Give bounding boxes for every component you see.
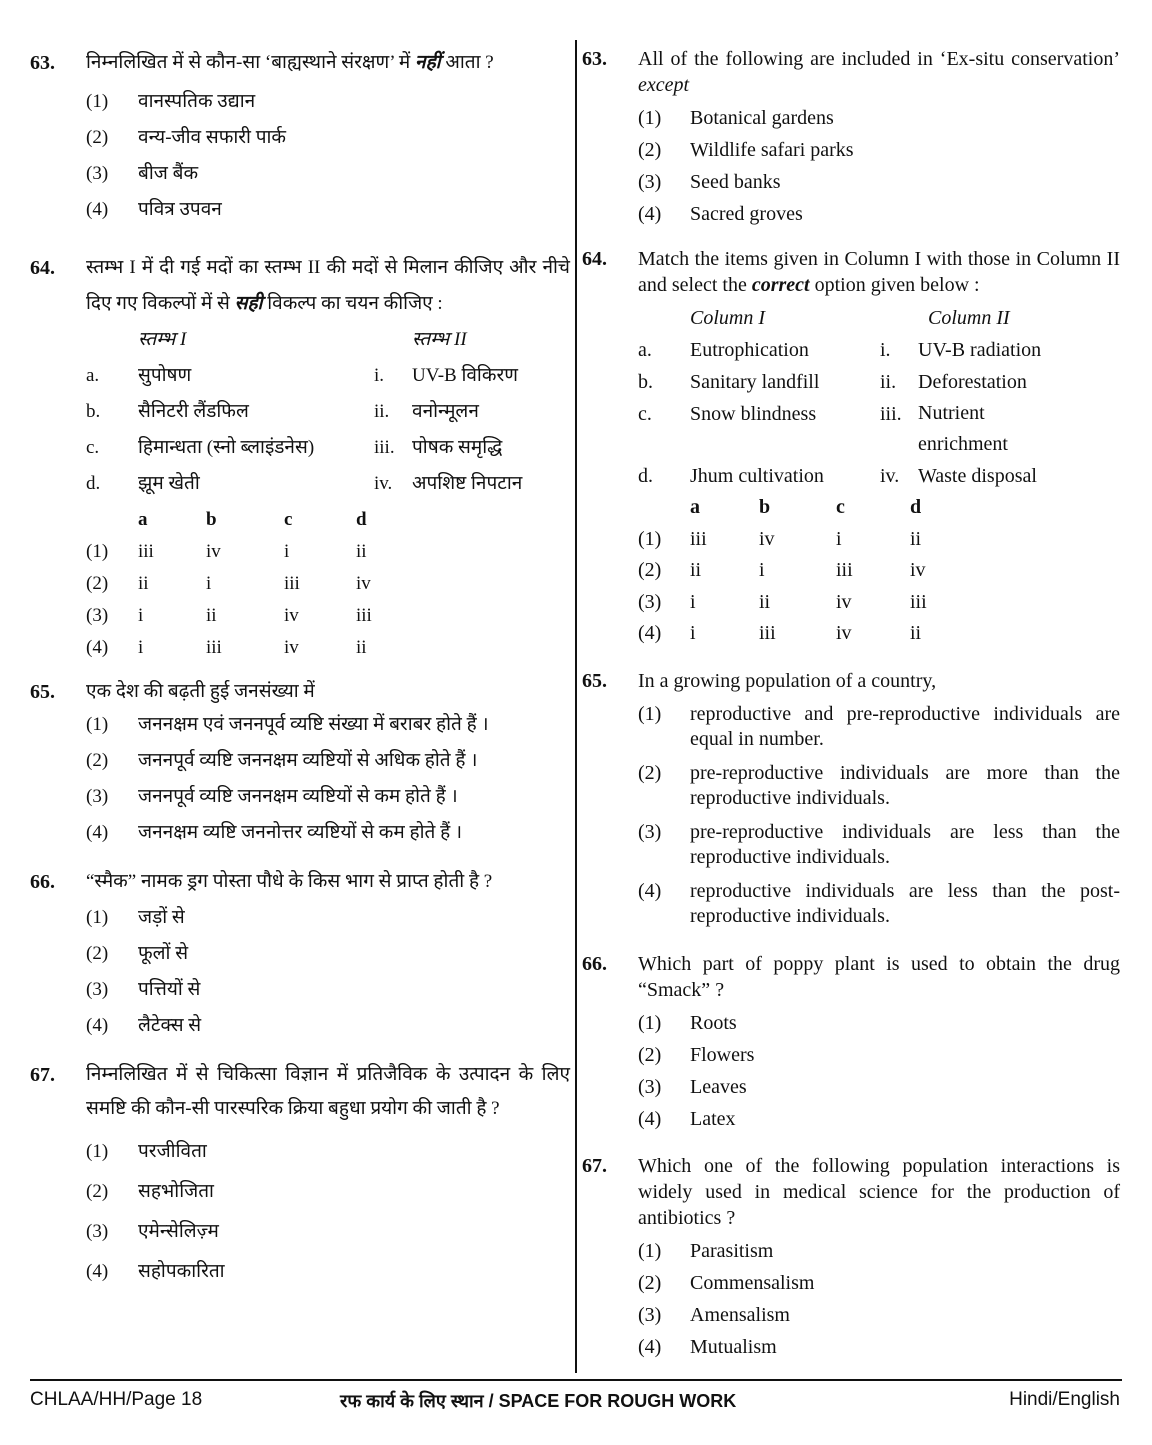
option-text: पवित्र उपवन [138, 199, 222, 220]
match-row [638, 366, 1120, 398]
option [86, 1172, 570, 1212]
question-emphasis: नहीं [415, 52, 441, 73]
option-number: (1) [86, 541, 109, 562]
option-number: (1) [86, 907, 109, 928]
answer-cell: i [759, 559, 765, 581]
answer-head: c [836, 496, 845, 518]
answer-cell: iii [356, 605, 372, 626]
option-text: Seed banks [690, 171, 781, 193]
row-item: पोषक समृद्धि [412, 437, 503, 458]
answer-cell: ii [138, 573, 149, 594]
page-code: CHLAA/HH/Page 18 [30, 1389, 203, 1410]
answer-cell: iv [910, 559, 926, 581]
answer-cell: i [138, 605, 144, 626]
option-text: reproductive individuals are less than the post-reproductive individuals. [690, 879, 1120, 927]
question-text-part: option given below : [809, 274, 980, 296]
answer-option [86, 632, 570, 664]
row-letter: a. [638, 339, 652, 361]
option-number: (3) [638, 820, 662, 843]
row-letter: b. [86, 401, 101, 422]
option [86, 748, 570, 774]
match-table [86, 322, 570, 502]
row-letter: d. [86, 473, 101, 494]
option-number: (2) [638, 1271, 662, 1294]
question-number: 65. [30, 681, 55, 703]
question-text: Which part of poppy plant is used to obtain the drug “Smack” ? [638, 952, 1120, 1001]
question-text-part: Match the items given in Column I with those in Column II and select the [638, 248, 1120, 296]
match-row [638, 460, 1120, 492]
row-letter: a. [86, 365, 100, 386]
option-text: Botanical gardens [690, 107, 834, 129]
answer-head: a [138, 509, 148, 530]
option-number: (4) [86, 1015, 109, 1036]
answer-head: d [356, 509, 367, 530]
option [638, 1235, 1120, 1267]
option-number: (1) [638, 527, 662, 550]
answer-cell: iv [836, 622, 852, 644]
answer-cell: ii [356, 637, 367, 658]
option [86, 972, 570, 1008]
row-letter: d. [638, 465, 653, 487]
option-text: जननपूर्व व्यष्टि जननक्षम व्यष्टियों से अधिक होते हैं । [138, 750, 478, 771]
option [638, 198, 1120, 230]
option-text: Leaves [690, 1075, 747, 1098]
option-text: जननक्षम व्यष्टि जननोत्तर व्यष्टियों से कम होते हैं । [138, 822, 463, 843]
option-text: Commensalism [690, 1271, 815, 1294]
option [86, 120, 570, 156]
option [638, 1007, 1120, 1039]
option-number: (4) [86, 822, 109, 843]
option [86, 900, 570, 936]
option-number: (1) [638, 702, 662, 725]
english-column [582, 40, 1120, 1363]
option-text: Flowers [690, 1043, 755, 1066]
column-divider [575, 40, 577, 1373]
answer-cell: iii [138, 541, 154, 562]
question-text-part: निम्नलिखित में से कौन-सा ‘बाह्यस्थाने संरक्षण’ में [86, 52, 416, 73]
option-number: (3) [86, 1221, 109, 1242]
option-text: सहभोजिता [138, 1181, 214, 1202]
answer-cell: ii [910, 622, 922, 644]
option-text: Mutualism [690, 1335, 777, 1358]
option-number: (2) [638, 559, 662, 581]
answer-table [582, 492, 1120, 650]
answer-head: d [910, 496, 922, 518]
row-numeral: iii. [374, 437, 395, 458]
match-row [86, 430, 570, 466]
row-item: सुपोषण [138, 365, 192, 386]
question-number: 67. [30, 1064, 55, 1086]
question-number: 66. [30, 871, 55, 893]
option [638, 1039, 1120, 1071]
question-text [86, 250, 570, 322]
answer-cell: i [836, 527, 842, 550]
option-number: (2) [86, 573, 109, 594]
question-66-hindi [30, 866, 570, 1044]
option [86, 820, 570, 846]
option-text: फूलों से [138, 943, 189, 964]
answer-head: a [690, 496, 700, 518]
option-number: (1) [86, 714, 109, 735]
option-number: (2) [638, 761, 662, 784]
answer-head: b [206, 509, 217, 530]
hindi-column [30, 40, 570, 1292]
answer-cell: ii [910, 527, 922, 550]
answer-cell: ii [690, 559, 702, 581]
row-item: Sanitary landfill [690, 371, 820, 393]
option-number: (3) [86, 605, 109, 626]
option [638, 702, 1120, 752]
option-number: (1) [638, 1239, 662, 1262]
question-number: 64. [582, 248, 607, 270]
row-item: Jhum cultivation [690, 465, 824, 487]
option [638, 1071, 1120, 1103]
answer-cell: i [284, 541, 290, 562]
row-numeral: i. [374, 365, 385, 386]
option [86, 192, 570, 228]
question-emphasis: except [638, 74, 690, 96]
option-number: (4) [86, 1261, 109, 1282]
answer-cell: iv [206, 541, 221, 562]
answer-cell: i [690, 590, 696, 613]
answer-cell: iv [836, 590, 852, 613]
option-number: (3) [638, 1303, 662, 1326]
question-number: 63. [582, 48, 607, 70]
option-text: जननक्षम एवं जननपूर्व व्यष्टि संख्या में बराबर होते हैं । [138, 714, 489, 735]
question-text: Which one of the following population interactions is widely used in medical science for the production of antibiotics ? [638, 1154, 1120, 1229]
row-item: Eutrophication [690, 339, 809, 361]
row-item: हिमान्धता (स्नो ब्लाइंडनेस) [138, 437, 315, 458]
question-number: 63. [30, 52, 55, 74]
option [86, 1212, 570, 1252]
option-text: pre-reproductive individuals are less than the reproductive individuals. [690, 820, 1120, 868]
answer-head: c [284, 509, 293, 530]
answer-table [30, 504, 570, 664]
option [638, 820, 1120, 870]
option [638, 134, 1120, 166]
answer-cell: iii [910, 590, 927, 613]
row-item: अपशिष्ट निपटान [412, 473, 523, 494]
answer-option [86, 568, 570, 600]
option-number: (4) [638, 879, 662, 902]
question-text-part: विकल्प का चयन कीजिए : [262, 293, 443, 314]
match-table [638, 302, 1120, 492]
answer-cell: iv [284, 605, 299, 626]
option-number: (4) [638, 203, 662, 225]
row-letter: c. [86, 437, 100, 458]
row-item: वनोन्मूलन [412, 401, 479, 422]
option-text: एमेन्सेलिज़्म [138, 1221, 219, 1242]
option-number: (1) [638, 107, 662, 129]
question-text [86, 50, 570, 76]
option-number: (2) [86, 943, 109, 964]
question-64-hindi [30, 250, 570, 664]
question-emphasis: correct [751, 274, 810, 296]
option-text: परजीविता [138, 1141, 207, 1162]
option [638, 166, 1120, 198]
option-number: (1) [86, 1141, 109, 1162]
row-item: Deforestation [918, 371, 1027, 393]
answer-cell: iii [284, 573, 300, 594]
option-number: (2) [638, 1043, 662, 1066]
option-number: (1) [638, 1011, 662, 1034]
option [638, 1331, 1120, 1363]
question-63-hindi [30, 50, 570, 228]
row-letter: b. [638, 371, 653, 393]
option [638, 1299, 1120, 1331]
option-number: (1) [86, 91, 109, 112]
option-number: (4) [86, 637, 109, 658]
answer-cell: iii [690, 527, 707, 550]
row-numeral: iii. [880, 403, 902, 425]
question-65-hindi [30, 676, 570, 846]
row-item: Nutrient enrichment [918, 402, 1008, 455]
row-letter: c. [638, 403, 652, 425]
question-text: “स्मैक” नामक ड्रग पोस्ता पौधे के किस भाग से प्राप्त होती है ? [86, 871, 493, 892]
option [86, 156, 570, 192]
row-numeral: iv. [374, 473, 393, 494]
question-text-part: All of the following are included in ‘Ex-situ conservation’ [638, 48, 1120, 70]
answer-option [638, 524, 1120, 556]
language-label: Hindi/English [1009, 1389, 1120, 1410]
answer-cell: iii [836, 559, 853, 581]
answer-option [86, 600, 570, 632]
question-text: एक देश की बढ़ती हुई जनसंख्या में [86, 681, 315, 702]
option-text: वानस्पतिक उद्यान [138, 91, 256, 112]
question-text [638, 46, 1120, 98]
row-item: UV-B विकिरण [412, 365, 518, 386]
option-text: Sacred groves [690, 203, 803, 225]
answer-cell: iii [759, 622, 776, 644]
option-number: (2) [86, 750, 109, 771]
option-number: (4) [638, 1335, 662, 1358]
option-number: (2) [86, 127, 109, 148]
question-emphasis: सही [234, 293, 263, 314]
answer-option [638, 587, 1120, 619]
option-text: Roots [690, 1011, 737, 1034]
option [86, 1008, 570, 1044]
answer-cell: ii [356, 541, 367, 562]
option-number: (3) [638, 171, 662, 193]
row-item: Waste disposal [918, 465, 1037, 487]
question-number: 66. [582, 952, 607, 975]
option [86, 784, 570, 810]
option-number: (3) [86, 786, 109, 807]
match-row [86, 394, 570, 430]
column-heading: स्तम्भ I [138, 329, 187, 350]
row-item: Snow blindness [690, 403, 817, 425]
match-row [86, 358, 570, 394]
answer-cell: i [138, 637, 144, 658]
option-text: pre-reproductive individuals are more than the reproductive individuals. [690, 761, 1120, 809]
option [86, 936, 570, 972]
option-text: पत्तियों से [138, 979, 201, 1000]
question-text: निम्नलिखित में से चिकित्सा विज्ञान में प्रतिजैविक के उत्पादन के लिए समष्टि की कौन-सी पारस्परिक क्रिया बहुधा प्रयोग की जाती है ? [86, 1064, 570, 1119]
question-text [638, 246, 1120, 298]
option-text: Amensalism [690, 1303, 790, 1326]
match-row [86, 466, 570, 502]
option-number: (4) [638, 1107, 662, 1130]
option [638, 879, 1120, 929]
answer-cell: iii [206, 637, 222, 658]
question-67-english [582, 1153, 1120, 1363]
option-number: (2) [86, 1181, 109, 1202]
column-heading: Column II [928, 307, 1010, 329]
question-text-part: आता ? [440, 52, 494, 73]
answer-option [638, 618, 1120, 650]
answer-cell: ii [759, 590, 771, 613]
question-text: In a growing population of a country, [638, 669, 937, 692]
answer-cell: iv [759, 527, 775, 550]
question-text-part: स्तम्भ I में दी गई मदों का स्तम्भ II की मदों से मिलान कीजिए और नीचे दिए गए विकल्पों में से [86, 257, 570, 314]
row-numeral: i. [880, 339, 891, 361]
option [638, 1103, 1120, 1135]
option [86, 1132, 570, 1172]
question-67-hindi [30, 1058, 570, 1292]
row-item: झूम खेती [138, 473, 200, 494]
option-text: Wildlife safari parks [690, 139, 854, 161]
footer-rule [30, 1379, 1122, 1381]
column-heading: Column I [690, 307, 765, 329]
answer-cell: i [206, 573, 212, 594]
option-number: (3) [86, 163, 109, 184]
option-text: बीज बैंक [138, 163, 199, 184]
question-63-english [582, 46, 1120, 230]
option [638, 1267, 1120, 1299]
option-text: वन्य-जीव सफारी पार्क [138, 127, 287, 148]
option-number: (4) [86, 199, 109, 220]
question-number: 65. [582, 669, 607, 692]
row-numeral: ii. [880, 371, 897, 393]
question-66-english [582, 951, 1120, 1135]
option-text: Latex [690, 1107, 736, 1130]
answer-cell: iv [356, 573, 371, 594]
answer-head: b [759, 496, 771, 518]
answer-option [86, 536, 570, 568]
row-numeral: ii. [374, 401, 390, 422]
row-item: UV-B radiation [918, 339, 1042, 361]
option [638, 102, 1120, 134]
option [86, 1252, 570, 1292]
rough-work-label: रफ कार्य के लिए स्थान / SPACE FOR ROUGH WORK [340, 1391, 737, 1411]
row-item: सैनिटरी लैंडफिल [138, 401, 249, 422]
option-number: (3) [86, 979, 109, 1000]
option-number: (3) [638, 590, 662, 613]
option-number: (4) [638, 622, 662, 644]
option [86, 712, 570, 738]
answer-cell: i [690, 622, 696, 644]
option-text: सहोपकारिता [138, 1261, 225, 1282]
question-number: 64. [30, 257, 55, 279]
option [638, 761, 1120, 811]
option-text: जननपूर्व व्यष्टि जननक्षम व्यष्टियों से कम होते हैं । [138, 786, 458, 807]
question-number: 67. [582, 1154, 607, 1177]
option-text: reproductive and pre-reproductive individuals are equal in number. [690, 702, 1120, 750]
option [86, 84, 570, 120]
option-number: (3) [638, 1075, 662, 1098]
answer-cell: ii [206, 605, 217, 626]
match-row [638, 398, 1120, 460]
option-text: लैटेक्स से [138, 1015, 202, 1036]
question-65-english [582, 668, 1120, 929]
answer-cell: iv [284, 637, 299, 658]
option-text: जड़ों से [138, 907, 185, 928]
option-text: Parasitism [690, 1239, 774, 1262]
match-row [638, 334, 1120, 366]
column-heading: स्तम्भ II [412, 329, 467, 350]
answer-option [638, 555, 1120, 587]
question-64-english [582, 246, 1120, 650]
option-number: (2) [638, 139, 662, 161]
row-numeral: iv. [880, 465, 900, 487]
